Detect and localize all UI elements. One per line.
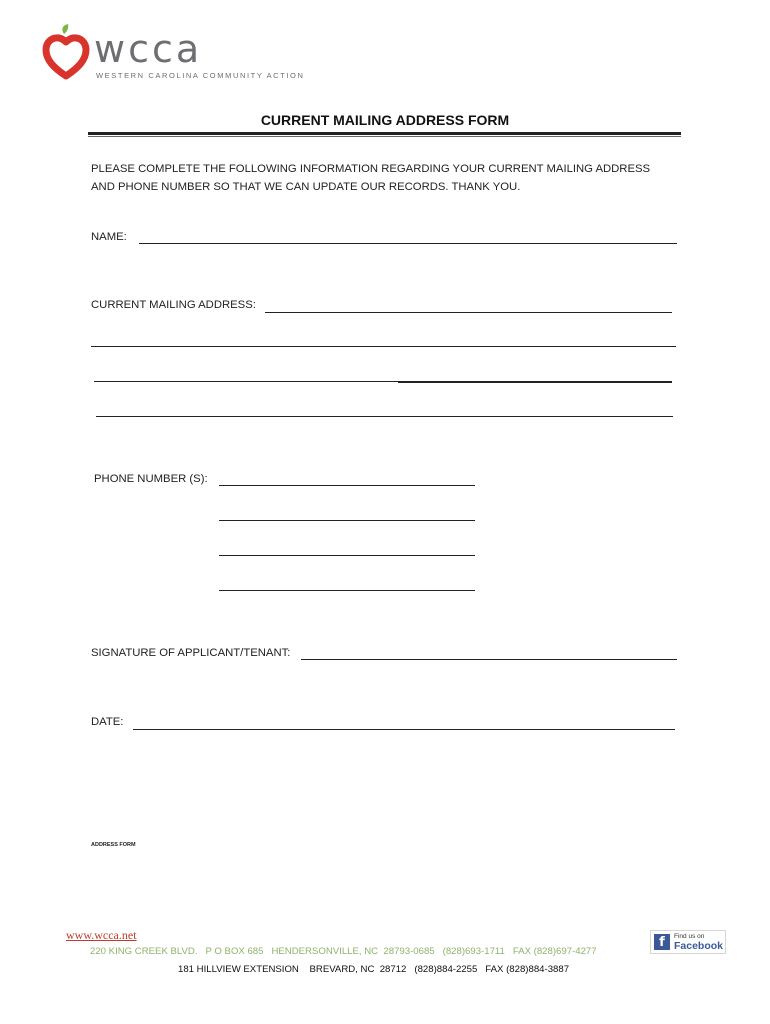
address-field-line[interactable] [265,312,672,313]
phone-field-line[interactable] [219,555,475,556]
instruction-line: PLEASE COMPLETE THE FOLLOWING INFORMATION REGARDING YOUR CURRENT MAILING ADDRESS [91,163,651,175]
facebook-find-text: Find us on [674,933,705,940]
date-field-line[interactable] [133,729,675,730]
form-code: ADDRESS FORM [91,842,136,848]
phone-field-line[interactable] [219,520,475,521]
apple-heart-icon [42,24,90,80]
signature-label: SIGNATURE OF APPLICANT/TENANT: [91,647,291,659]
facebook-icon: f [654,934,670,950]
logo-subtitle: WESTERN CAROLINA COMMUNITY ACTION [96,71,305,80]
address-field-line [398,381,672,383]
facebook-badge[interactable] [650,930,726,954]
footer-address-line: 181 HILLVIEW EXTENSION BREVARD, NC 28712 (828)884-2255 FAX (828)884-3887 [178,964,570,975]
address-field-line[interactable] [91,346,676,347]
title-rule-thick [88,132,681,135]
name-label: NAME: [91,231,127,243]
phone-field-line[interactable] [219,590,475,591]
phone-field-line[interactable] [219,485,475,486]
facebook-name-text: Facebook [674,940,724,952]
website-link[interactable]: www.wcca.net [66,928,137,942]
form-title: CURRENT MAILING ADDRESS FORM [260,112,510,128]
address-field-line[interactable] [96,416,673,417]
instruction-line: AND PHONE NUMBER SO THAT WE CAN UPDATE OUR RECORDS. THANK YOU. [91,181,521,193]
logo-text: wcca [94,27,203,71]
title-rule-thin [88,136,681,137]
footer-address-line: 220 KING CREEK BLVD. P O BOX 685 HENDERSONVILLE, NC 28793-0685 (828)693-1711 FAX (828)697-4277 [90,946,597,957]
instructions [91,160,650,196]
date-label: DATE: [91,716,124,728]
phone-label: PHONE NUMBER (S): [94,473,208,485]
address-label: CURRENT MAILING ADDRESS: [91,299,256,311]
name-field-line[interactable] [139,243,677,244]
signature-field-line[interactable] [301,659,677,660]
